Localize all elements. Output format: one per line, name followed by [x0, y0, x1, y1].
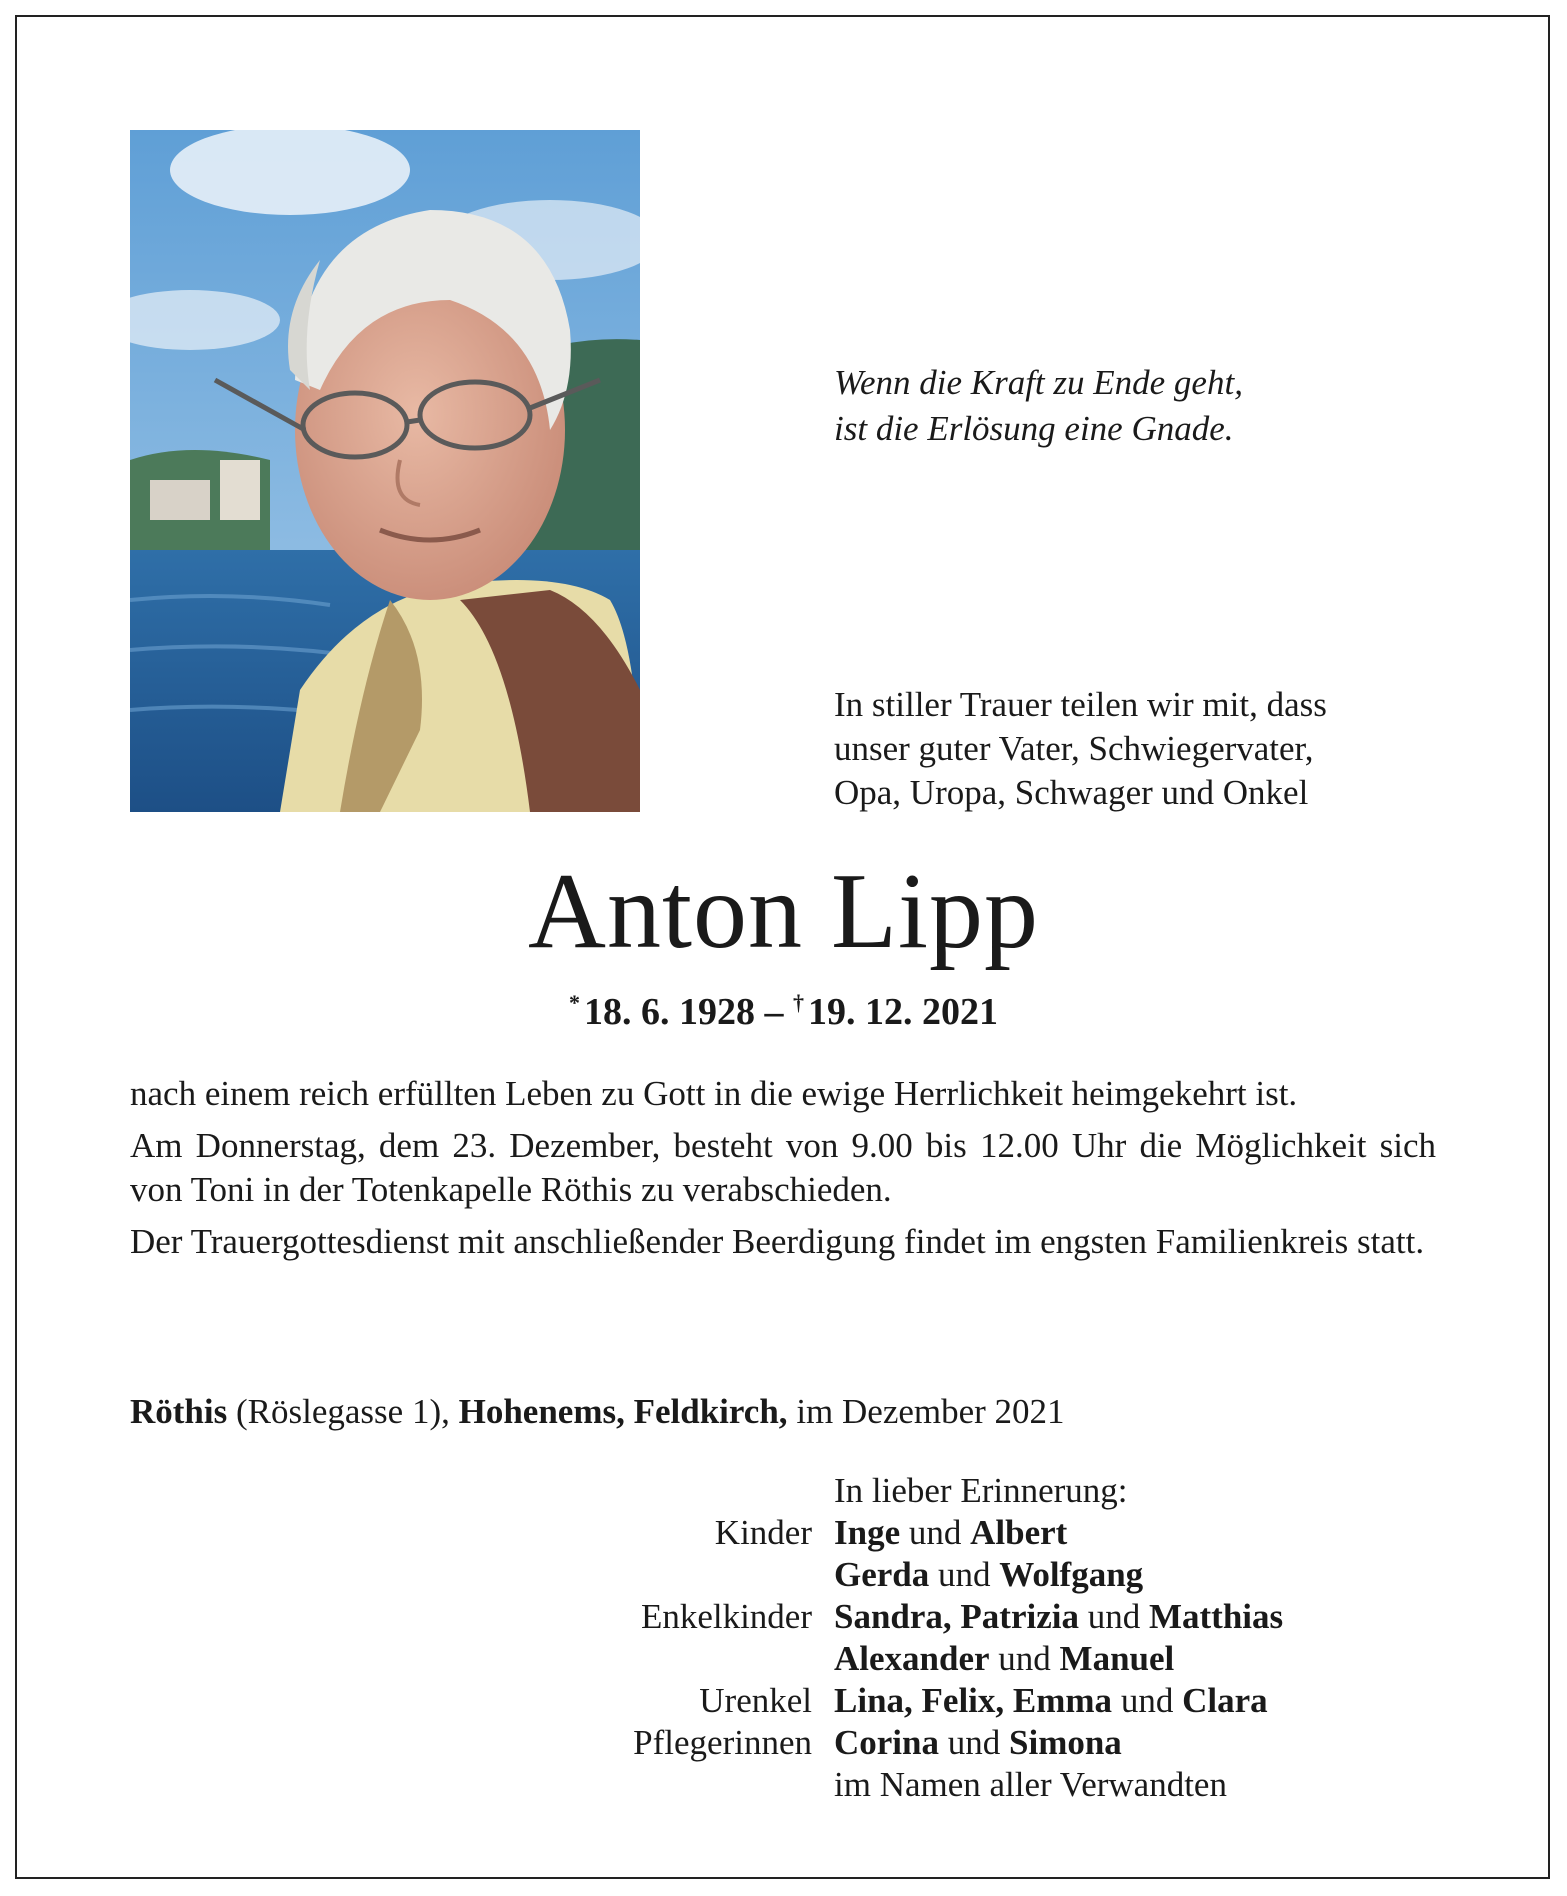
birth-date: 18. 6. 1928 [584, 991, 755, 1033]
portrait-photo [130, 130, 640, 812]
place-and-date [130, 1390, 1065, 1434]
memorial-quote [834, 360, 1243, 452]
mourners-heading: In lieber Erinnerung: [834, 1471, 1128, 1510]
announcement-intro [834, 683, 1327, 815]
paragraph: nach einem reich erfüllten Leben zu Gott in die ewige Herrlichkeit heimgekehrt ist. [130, 1074, 1298, 1113]
intro-line: Opa, Uropa, Schwager und Onkel [834, 773, 1309, 812]
paragraph: Am Donnerstag, dem 23. Dezember, besteht von 9.00 bis 12.00 Uhr die Möglichkeit sich von Toni in der Totenkapelle Röthis zu verabschieden. [130, 1126, 1436, 1209]
relation-label: Pflegerinnen [633, 1723, 812, 1762]
mourners-list [0, 1470, 1567, 1806]
date-separator: – [764, 991, 784, 1033]
mourner-names: Gerda und Wolfgang [834, 1555, 1144, 1594]
relation-label: Kinder [714, 1513, 812, 1552]
obituary-text [130, 1072, 1436, 1272]
deceased-name: Anton Lipp [528, 852, 1039, 971]
mourner-names: Inge und Albert [834, 1513, 1068, 1552]
place-towns: Hohenems, Feldkirch, [458, 1392, 788, 1431]
mourner-names: Alexander und Manuel [834, 1639, 1175, 1678]
quote-line: Wenn die Kraft zu Ende geht, [834, 363, 1243, 402]
mourner-names: Corina und Simona [834, 1723, 1122, 1762]
mourner-names: Sandra, Patrizia und Matthias [834, 1597, 1284, 1636]
mourners-closing: im Namen aller Verwandten [834, 1765, 1227, 1804]
relation-label: Urenkel [699, 1681, 812, 1720]
quote-line: ist die Erlösung eine Gnade. [834, 409, 1234, 448]
birth-symbol: * [569, 990, 580, 1015]
intro-line: unser guter Vater, Schwiegervater, [834, 729, 1314, 768]
paragraph: Der Trauergottesdienst mit anschließender Beerdigung findet im engsten Familienkreis statt. [130, 1222, 1425, 1261]
intro-line: In stiller Trauer teilen wir mit, dass [834, 685, 1327, 724]
death-date: 19. 12. 2021 [808, 991, 998, 1033]
place-address: (Röslegasse 1), [236, 1392, 450, 1431]
mourner-names: Lina, Felix, Emma und Clara [834, 1681, 1268, 1720]
life-dates [0, 990, 1567, 1034]
death-symbol: † [793, 990, 804, 1015]
place-month: im Dezember 2021 [796, 1392, 1065, 1431]
place-town: Röthis [130, 1392, 228, 1431]
relation-label: Enkelkinder [640, 1597, 812, 1636]
